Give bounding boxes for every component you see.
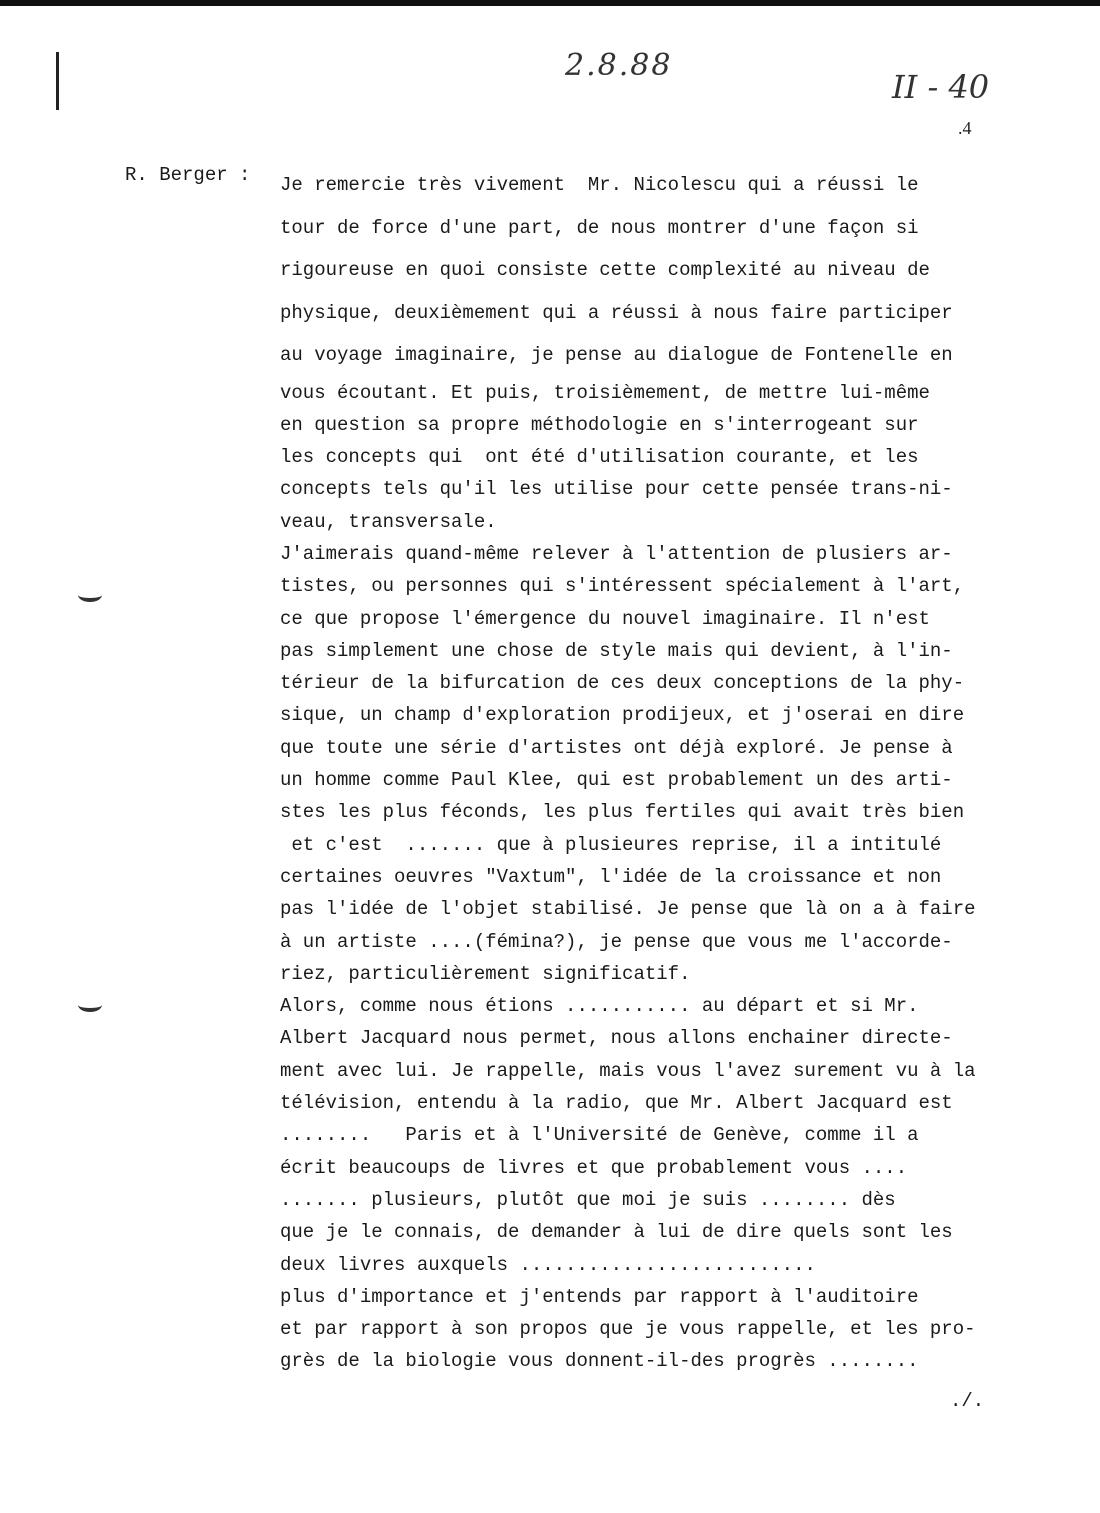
text-line: télévision, entendu à la radio, que Mr. Albert Jacquard est [280,1092,953,1115]
text-line: deux livres auxquels .......................... [280,1253,816,1276]
transcript-body [280,164,1080,1378]
text-line: ....... plusieurs, plutôt que moi je suis ........ dès [280,1188,896,1211]
text-line: pas simplement une chose de style mais qui devient, à l'in- [280,639,953,662]
punch-hole-mark [78,588,102,602]
punch-hole-mark [78,998,102,1012]
text-line: veau, transversale. [280,510,497,533]
scan-top-border [0,0,1100,6]
text-line: plus d'importance et j'entends par rapport à l'auditoire [280,1285,919,1308]
text-line: tistes, ou personnes qui s'intéressent spécialement à l'art, [280,575,965,598]
text-line: les concepts qui ont été d'utilisation courante, et les [280,446,919,469]
page-number: .4 [958,118,972,138]
text-line: sique, un champ d'exploration prodijeux, et j'oserai en dire [280,704,965,727]
text-line: stes les plus féconds, les plus fertiles qui avait très bien [280,801,965,824]
text-line: certaines oeuvres "Vaxtum", l'idée de la croissance et non [280,865,942,888]
continuation-mark: ./. [950,1390,985,1412]
text-line: et c'est ....... que à plusieures reprise, il a intitulé [280,833,942,856]
text-line: Albert Jacquard nous permet, nous allons enchainer directe- [280,1027,953,1050]
text-line: Je remercie très vivement Mr. Nicolescu qui a réussi le [280,174,919,196]
text-line: J'aimerais quand-même relever à l'attention de plusiers ar- [280,542,953,565]
text-line: que je le connais, de demander à lui de dire quels sont les [280,1221,953,1244]
text-line: ........ Paris et à l'Université de Genève, comme il a [280,1124,919,1147]
handwritten-reference: II - 40 [892,68,990,106]
text-line: ce que propose l'émergence du nouvel imaginaire. Il n'est [280,607,930,630]
text-line: écrit beaucoups de livres et que probablement vous .... [280,1156,908,1179]
speaker-label: R. Berger : [125,164,251,186]
text-line: en question sa propre méthodologie en s'interrogeant sur [280,413,919,436]
text-line: physique, deuxièmement qui a réussi à nous faire participer [280,301,953,324]
text-line: grès de la biologie vous donnent-il-des progrès ........ [280,1350,919,1373]
text-line: térieur de la bifurcation de ces deux conceptions de la phy- [280,672,965,695]
text-line: et par rapport à son propos que je vous rappelle, et les pro- [280,1318,976,1341]
text-line: que toute une série d'artistes ont déjà exploré. Je pense à [280,736,953,759]
text-line: un homme comme Paul Klee, qui est probablement un des arti- [280,769,953,792]
handwritten-date: 2.8.88 [565,48,673,83]
text-line: rigoureuse en quoi consiste cette complexité au niveau de [280,259,930,281]
scan-margin-mark [56,52,59,110]
text-line: riez, particulièrement significatif. [280,962,691,985]
text-line: Alors, comme nous étions ........... au départ et si Mr. [280,995,919,1018]
text-line: concepts tels qu'il les utilise pour cette pensée trans-ni- [280,478,953,501]
text-line: au voyage imaginaire, je pense au dialogue de Fontenelle en [280,344,953,366]
text-line: tour de force d'une part, de nous montrer d'une façon si [280,216,919,239]
text-line: à un artiste ....(fémina?), je pense que vous me l'accorde- [280,930,953,953]
text-line: pas l'idée de l'objet stabilisé. Je pense que là on a à faire [280,898,976,921]
text-line: vous écoutant. Et puis, troisièmement, de mettre lui-même [280,381,930,404]
text-line: ment avec lui. Je rappelle, mais vous l'avez surement vu à la [280,1059,976,1082]
